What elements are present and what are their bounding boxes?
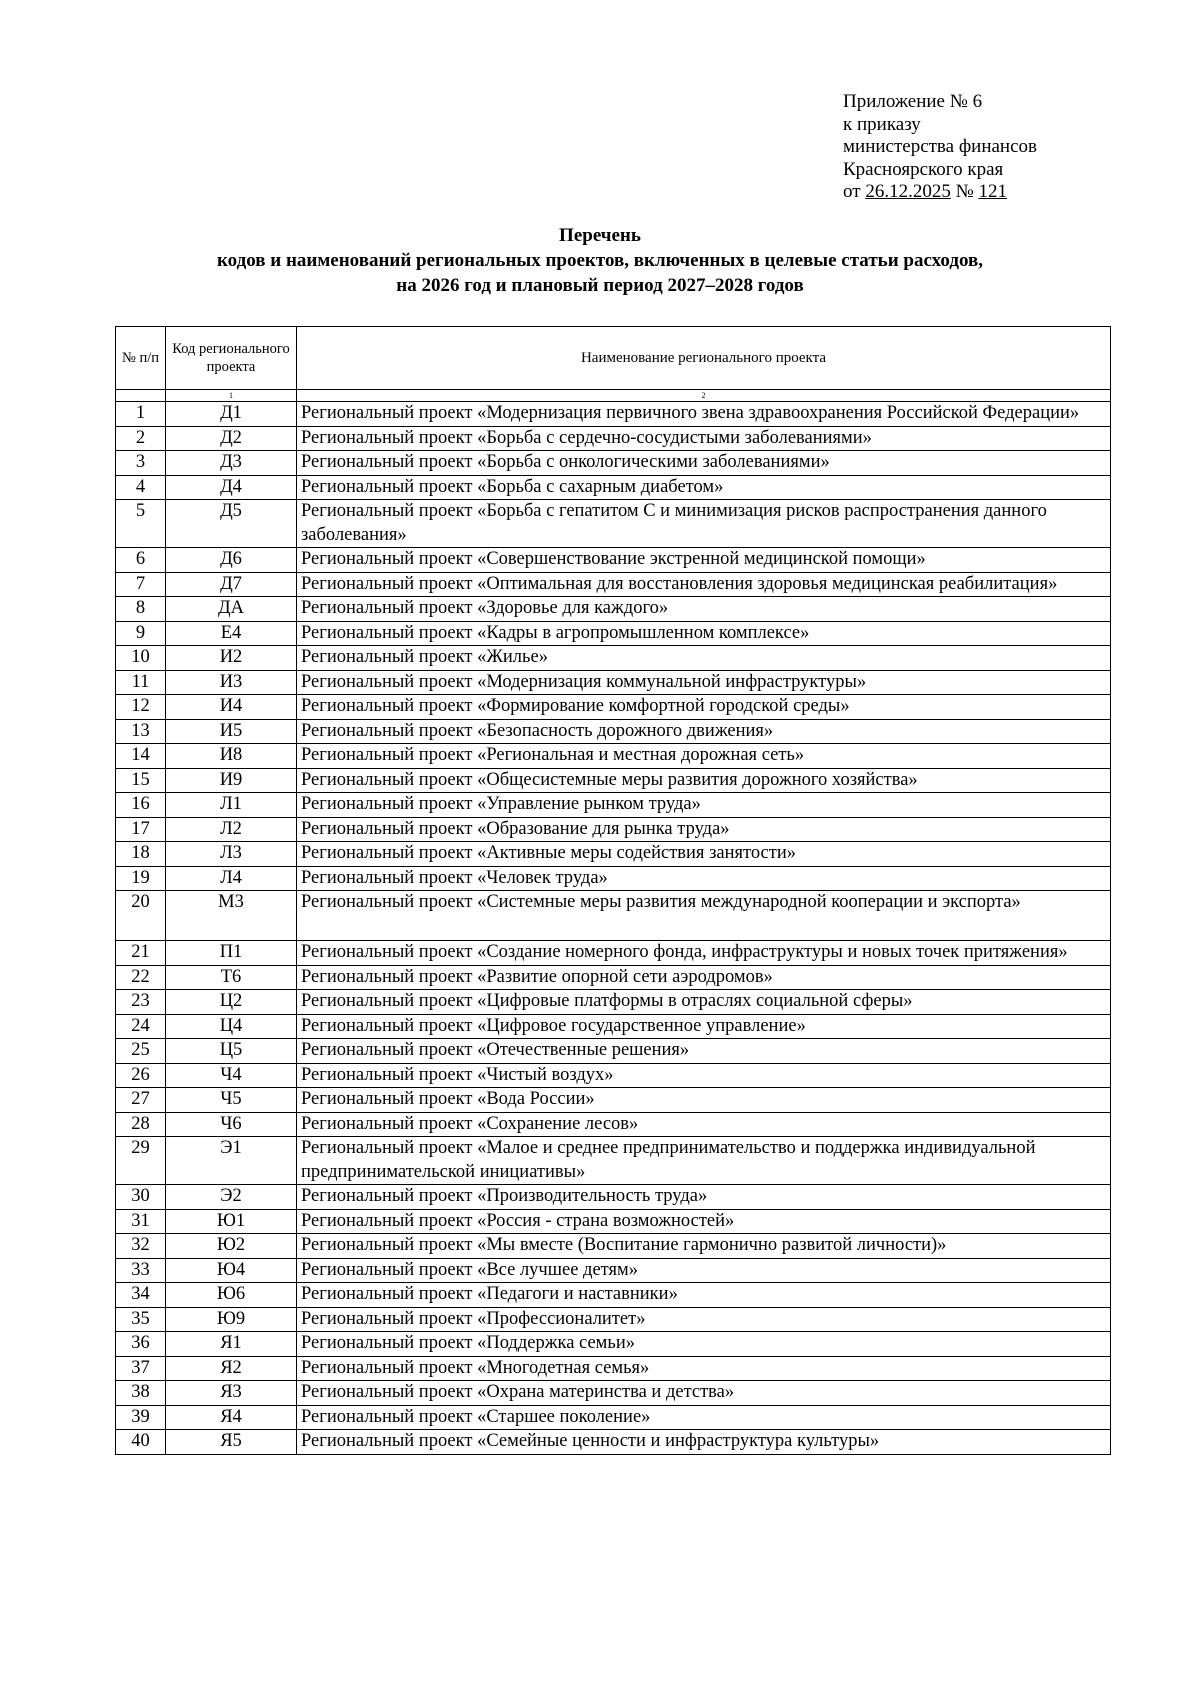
project-code: И3 [166,670,297,695]
appendix-block [843,91,1037,204]
project-name: Региональный проект «Жилье» [297,646,1111,671]
col-number-num [116,390,166,402]
project-code: Я1 [166,1332,297,1357]
header-row [116,327,1111,390]
project-code: Д6 [166,548,297,573]
row-number: 5 [116,500,166,548]
row-number: 15 [116,768,166,793]
row-number: 8 [116,597,166,622]
project-name: Региональный проект «Управление рынком труда» [297,793,1111,818]
project-code: Д4 [166,475,297,500]
project-code: Д3 [166,451,297,476]
table-row [116,1356,1111,1381]
title-line: Перечень [559,225,641,246]
project-name: Региональный проект «Отечественные решения» [297,1039,1111,1064]
project-name: Региональный проект «Цифровые платформы в отраслях социальной сферы» [297,990,1111,1015]
table-row [116,891,1111,941]
project-code: Ч6 [166,1112,297,1137]
project-name: Региональный проект «Борьба с онкологическими заболеваниями» [297,451,1111,476]
table-row [116,1405,1111,1430]
project-code: Ц5 [166,1039,297,1064]
project-name: Региональный проект «Борьба с сердечно-сосудистыми заболеваниями» [297,426,1111,451]
table-body [116,402,1111,1455]
row-number: 31 [116,1209,166,1234]
table-row [116,1063,1111,1088]
table-row [116,670,1111,695]
project-name: Региональный проект «Цифровое государственное управление» [297,1014,1111,1039]
header-code: Код регионального проекта [166,327,297,390]
project-code: И4 [166,695,297,720]
row-number: 21 [116,941,166,966]
table-row [116,597,1111,622]
project-name: Региональный проект «Сохранение лесов» [297,1112,1111,1137]
project-code: Ю9 [166,1307,297,1332]
table-row [116,548,1111,573]
row-number: 39 [116,1405,166,1430]
row-number: 4 [116,475,166,500]
table-row [116,768,1111,793]
table-row [116,744,1111,769]
project-name: Региональный проект «Мы вместе (Воспитание гармонично развитой личности)» [297,1234,1111,1259]
table-row [116,426,1111,451]
table-row [116,621,1111,646]
row-number: 17 [116,817,166,842]
project-code: Л4 [166,866,297,891]
project-name: Региональный проект «Производительность труда» [297,1185,1111,1210]
table-row [116,1088,1111,1113]
table-row [116,1185,1111,1210]
project-code: Д7 [166,572,297,597]
row-number: 14 [116,744,166,769]
appendix-line: Приложение № 6 [843,91,983,112]
project-name: Региональный проект «Чистый воздух» [297,1063,1111,1088]
table-row [116,1430,1111,1455]
project-name: Региональный проект «Безопасность дорожного движения» [297,719,1111,744]
project-code: Т6 [166,965,297,990]
table-row [116,1381,1111,1406]
project-code: И8 [166,744,297,769]
row-number: 3 [116,451,166,476]
row-number: 7 [116,572,166,597]
project-code: П1 [166,941,297,966]
row-number: 20 [116,891,166,941]
project-code: Л1 [166,793,297,818]
row-number: 1 [116,402,166,427]
table-row [116,1258,1111,1283]
project-code: И2 [166,646,297,671]
table-row [116,475,1111,500]
number-prefix: № [950,181,979,202]
column-numbers-row [116,390,1111,402]
table-row [116,1112,1111,1137]
project-name: Региональный проект «Оптимальная для восстановления здоровья медицинская реабилитация» [297,572,1111,597]
row-number: 38 [116,1381,166,1406]
project-code: Ю2 [166,1234,297,1259]
project-name: Региональный проект «Здоровье для каждого» [297,597,1111,622]
project-name: Региональный проект «Образование для рынка труда» [297,817,1111,842]
row-number: 2 [116,426,166,451]
project-name: Региональный проект «Формирование комфортной городской среды» [297,695,1111,720]
project-name: Региональный проект «Создание номерного фонда, инфраструктуры и новых точек притяжения» [297,941,1111,966]
row-number: 22 [116,965,166,990]
project-name: Региональный проект «Все лучшее детям» [297,1258,1111,1283]
title-line: на 2026 год и плановый период 2027–2028 годов [396,275,804,296]
project-code: Я5 [166,1430,297,1455]
table-row [116,1234,1111,1259]
project-name: Региональный проект «Человек труда» [297,866,1111,891]
project-code: Ю6 [166,1283,297,1308]
row-number: 27 [116,1088,166,1113]
project-code: Ю4 [166,1258,297,1283]
project-name: Региональный проект «Охрана материнства и детства» [297,1381,1111,1406]
project-code: Ю1 [166,1209,297,1234]
row-number: 11 [116,670,166,695]
table-row [116,1039,1111,1064]
project-name: Региональный проект «Кадры в агропромышленном комплексе» [297,621,1111,646]
order-date-line [843,181,1037,204]
row-number: 35 [116,1307,166,1332]
table-row [116,451,1111,476]
col-number-name: 2 [297,390,1111,402]
table-row [116,1307,1111,1332]
project-name: Региональный проект «Малое и среднее предпринимательство и поддержка индивидуальной предпринимательской инициативы» [297,1137,1111,1185]
project-name: Региональный проект «Модернизация первичного звена здравоохранения Российской Федерации» [297,402,1111,427]
document-title [0,223,1200,298]
project-code: Ц4 [166,1014,297,1039]
project-name: Региональный проект «Развитие опорной сети аэродромов» [297,965,1111,990]
row-number: 33 [116,1258,166,1283]
project-name: Региональный проект «Системные меры развития международной кооперации и экспорта» [297,891,1111,941]
row-number: 10 [116,646,166,671]
project-name: Региональный проект «Борьба с гепатитом С и минимизация рисков распространения данного заболевания» [297,500,1111,548]
table-row [116,793,1111,818]
row-number: 37 [116,1356,166,1381]
projects-table [115,326,1111,1455]
project-code: Е4 [166,621,297,646]
table-row [116,866,1111,891]
project-name: Региональный проект «Старшее поколение» [297,1405,1111,1430]
table-row [116,1283,1111,1308]
row-number: 36 [116,1332,166,1357]
appendix-line: к приказу [843,113,921,135]
row-number: 9 [116,621,166,646]
project-name: Региональный проект «Региональная и местная дорожная сеть» [297,744,1111,769]
row-number: 13 [116,719,166,744]
col-number-code: 1 [166,390,297,402]
order-date: 26.12.2025 [865,181,951,202]
project-code: Ч5 [166,1088,297,1113]
row-number: 12 [116,695,166,720]
project-name: Региональный проект «Совершенствование экстренной медицинской помощи» [297,548,1111,573]
table-row [116,695,1111,720]
project-name: Региональный проект «Модернизация коммунальной инфраструктуры» [297,670,1111,695]
project-code: Я4 [166,1405,297,1430]
table-row [116,1332,1111,1357]
table-row [116,500,1111,548]
table-row [116,965,1111,990]
project-code: ДА [166,597,297,622]
project-name: Региональный проект «Профессионалитет» [297,1307,1111,1332]
date-prefix: от [843,181,866,202]
row-number: 25 [116,1039,166,1064]
project-name: Региональный проект «Борьба с сахарным диабетом» [297,475,1111,500]
project-code: Д2 [166,426,297,451]
row-number: 24 [116,1014,166,1039]
row-number: 6 [116,548,166,573]
project-name: Региональный проект «Россия - страна возможностей» [297,1209,1111,1234]
project-name: Региональный проект «Многодетная семья» [297,1356,1111,1381]
table-row [116,842,1111,867]
row-number: 19 [116,866,166,891]
row-number: 30 [116,1185,166,1210]
project-code: Э1 [166,1137,297,1185]
table-row [116,572,1111,597]
table-row [116,402,1111,427]
order-number: 121 [978,181,1007,202]
row-number: 34 [116,1283,166,1308]
header-num: № п/п [116,327,166,390]
project-code: Ч4 [166,1063,297,1088]
project-code: Я2 [166,1356,297,1381]
table-row [116,817,1111,842]
row-number: 26 [116,1063,166,1088]
project-name: Региональный проект «Вода России» [297,1088,1111,1113]
table-row [116,1209,1111,1234]
table-row [116,941,1111,966]
project-code: И9 [166,768,297,793]
project-code: Я3 [166,1381,297,1406]
project-name: Региональный проект «Общесистемные меры развития дорожного хозяйства» [297,768,1111,793]
table-row [116,646,1111,671]
row-number: 16 [116,793,166,818]
project-name: Региональный проект «Педагоги и наставники» [297,1283,1111,1308]
project-code: Д1 [166,402,297,427]
row-number: 18 [116,842,166,867]
table-row [116,1014,1111,1039]
row-number: 32 [116,1234,166,1259]
table-row [116,719,1111,744]
project-code: Л3 [166,842,297,867]
row-number: 23 [116,990,166,1015]
project-code: И5 [166,719,297,744]
header-name: Наименование регионального проекта [297,327,1111,390]
row-number: 28 [116,1112,166,1137]
project-name: Региональный проект «Поддержка семьи» [297,1332,1111,1357]
project-code: Д5 [166,500,297,548]
table-row [116,1137,1111,1185]
project-name: Региональный проект «Активные меры содействия занятости» [297,842,1111,867]
project-code: Ц2 [166,990,297,1015]
appendix-line: Красноярского края [843,158,1004,180]
project-name: Региональный проект «Семейные ценности и инфраструктура культуры» [297,1430,1111,1455]
project-code: М3 [166,891,297,941]
project-code: Э2 [166,1185,297,1210]
row-number: 40 [116,1430,166,1455]
appendix-line: министерства финансов [843,136,1037,157]
table-row [116,990,1111,1015]
project-code: Л2 [166,817,297,842]
row-number: 29 [116,1137,166,1185]
title-line: кодов и наименований региональных проектов, включенных в целевые статьи расходов, [216,250,984,271]
